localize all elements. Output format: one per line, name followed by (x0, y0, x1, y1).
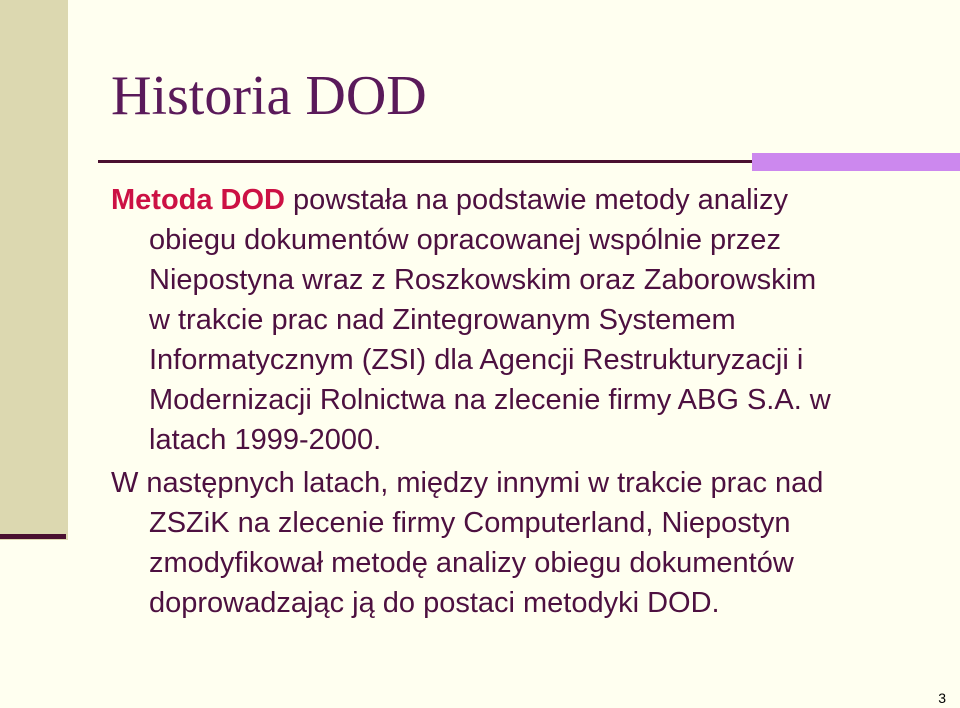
paragraph-1-line: obiegu dokumentów opracowanej wspólnie przez (149, 224, 781, 256)
sidebar-rule (0, 534, 66, 539)
paragraph-2-line: ZSZiK na zlecenie firmy Computerland, Niepostyn (149, 507, 791, 539)
paragraph-2-line: doprowadzając ją do postaci metodyki DOD. (149, 587, 720, 619)
page-number: 3 (938, 690, 946, 706)
slide-title: Historia DOD (111, 65, 427, 127)
paragraph-2-line: W następnych latach, między innymi w trakcie prac nad (111, 467, 824, 499)
highlight-term: Metoda DOD (111, 184, 285, 216)
paragraph-1 (111, 180, 951, 460)
slide-body (111, 180, 951, 623)
paragraph-1-line: w trakcie prac nad Zintegrowanym Systemem (149, 304, 736, 336)
paragraph-1-line: powstała na podstawie metody analizy (285, 184, 788, 216)
sidebar-decoration (0, 0, 68, 540)
paragraph-1-line: Modernizacji Rolnictwa na zlecenie firmy ABG S.A. w (149, 384, 831, 416)
paragraph-1-line: latach 1999-2000. (149, 424, 382, 456)
paragraph-2 (111, 463, 951, 623)
paragraph-1-line: Niepostyna wraz z Roszkowskim oraz Zaborowskim (149, 264, 817, 296)
paragraph-2-line: zmodyfikował metodę analizy obiegu dokumentów (149, 547, 794, 579)
paragraph-1-line: Informatycznym (ZSI) dla Agencji Restrukturyzacji i (149, 344, 804, 376)
accent-bar (752, 153, 960, 171)
